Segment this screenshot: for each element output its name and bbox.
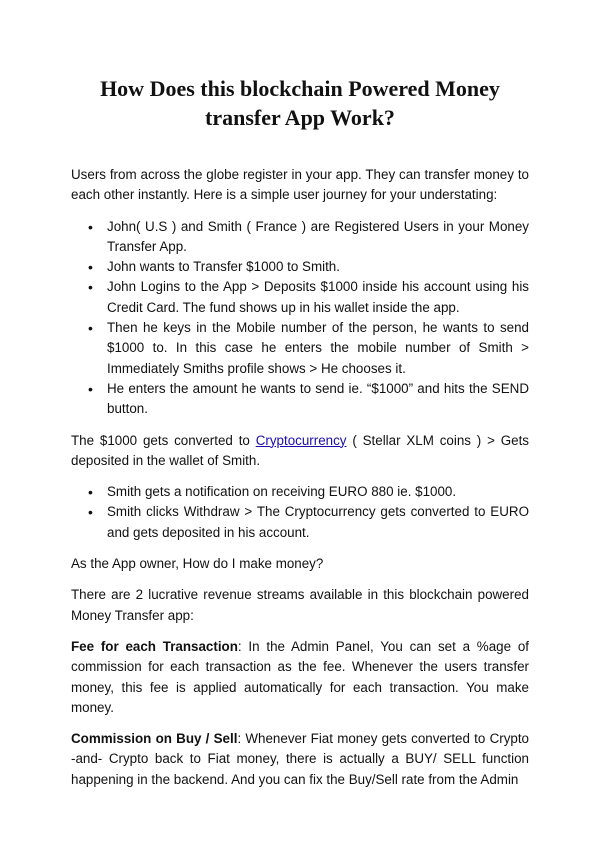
cryptocurrency-link[interactable]: Cryptocurrency [255,432,347,448]
commission-text: : Whenever Fiat money gets converted to Crypto -and- Crypto back to Fiat money, there is actually a BUY/ SELL function happening in the backend. And you can fix the Buy/Sell rate from the Admin [71,731,530,787]
commission-paragraph [71,729,529,790]
commission-heading: Commission on Buy / Sell [71,731,238,747]
list-item: • Then he keys in the Mobile number of the person, he wants to send $1000 to. In this case he enters the mobile number of Smith > Immediately Smiths profile shows > He chooses it. [71,318,529,379]
list-item: • Smith clicks Withdraw > The Cryptocurrency gets converted to EURO and gets deposited in his account. [71,502,529,543]
list-item: • John Logins to the App > Deposits $1000 inside his account using his Credit Card. The fund shows up in his wallet inside the app. [71,277,529,318]
conversion-text-after: ( Stellar XLM coins ) > Gets deposited in the wallet of Smith. [71,432,530,468]
page-title: How Does this blockchain Powered Money transfer App Work? [100,76,500,130]
conversion-text-before: The $1000 gets converted to [71,432,256,448]
list-item: • He enters the amount he wants to send ie. “$1000” and hits the SEND button. [71,379,529,420]
intro-paragraph: Users from across the globe register in your app. They can transfer money to each other instantly. Here is a simple user journey for your understating: [71,167,529,203]
user-journey-list [71,217,529,420]
list-item: • Smith gets a notification on receiving EURO 880 ie. $1000. [71,482,529,502]
revenue-intro: There are 2 lucrative revenue streams available in this blockchain powered Money Transfer app: [71,587,529,623]
fee-text: : In the Admin Panel, You can set a %age of commission for each transaction as the fee. Whenever the users transfer money, this fee is applied automatically for each transaction. You make money. [71,638,529,715]
conversion-paragraph [71,431,529,472]
list-item: • John( U.S ) and Smith ( France ) are Registered Users in your Money Transfer App. [71,217,529,258]
fee-paragraph [71,637,529,718]
owner-question: As the App owner, How do I make money? [71,556,324,572]
receive-list [71,482,529,543]
list-item: • John wants to Transfer $1000 to Smith. [71,257,529,277]
fee-heading: Fee for each Transaction [71,638,238,654]
